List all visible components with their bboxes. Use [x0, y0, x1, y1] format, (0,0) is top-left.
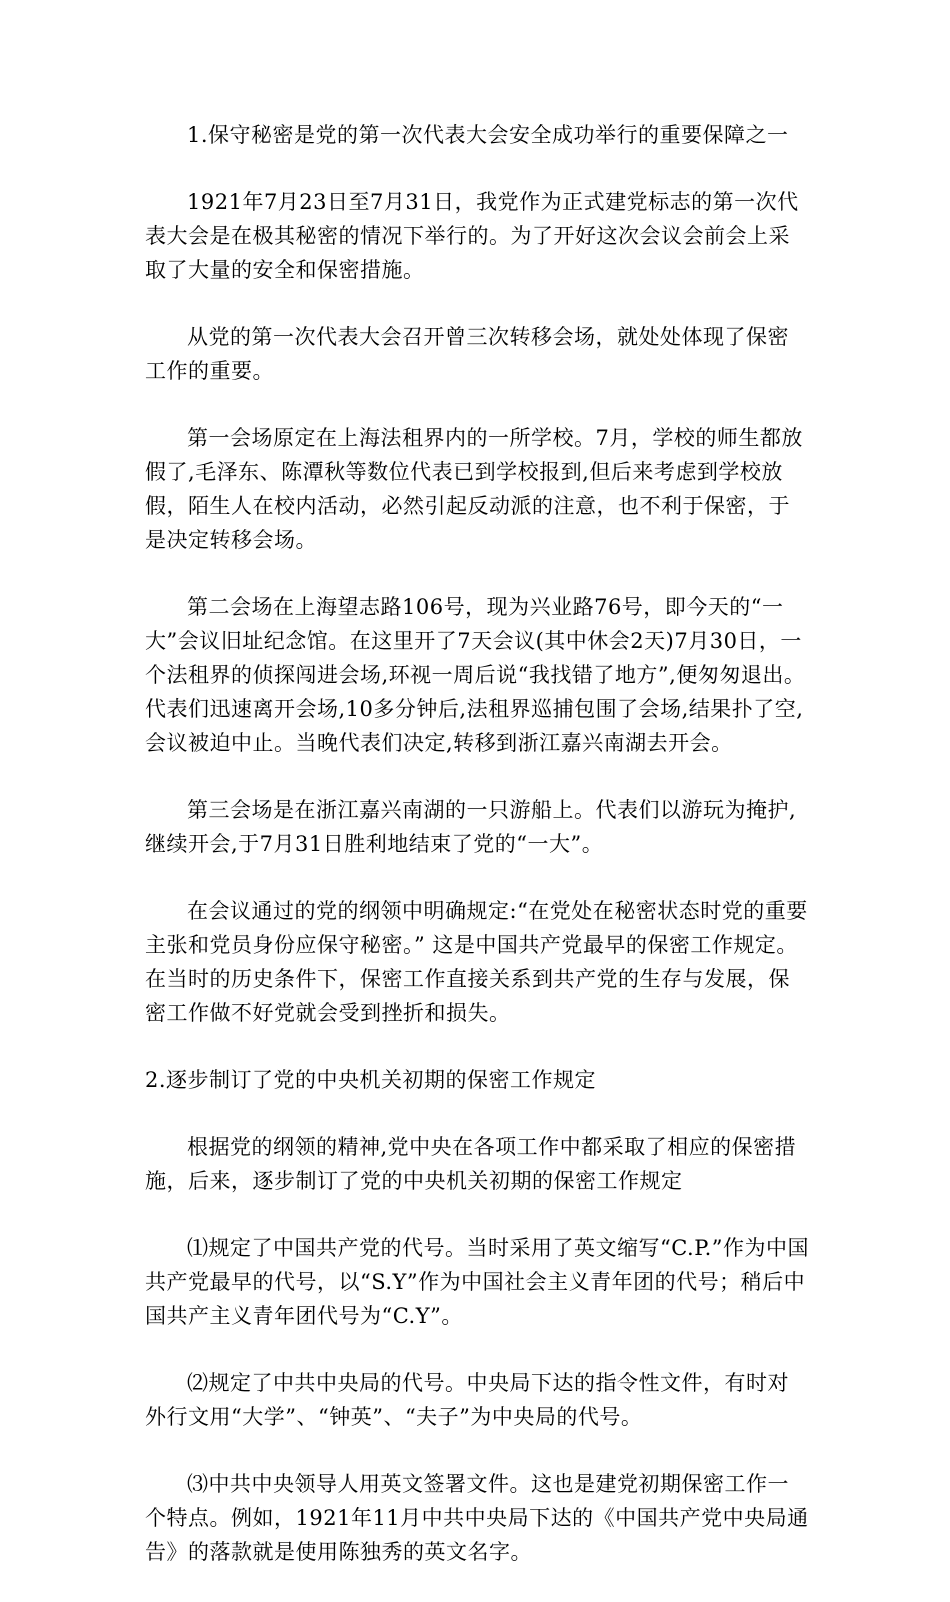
paragraph-secrecy-rules: 根据党的纲领的精神,党中央在各项工作中都采取了相应的保密措施，后来，逐步制订了党的中央机关初期的保密工作规定 [145, 1135, 797, 1193]
paragraph-first-venue: 第一会场原定在上海法租界内的一所学校。7月，学校的师生都放假了,毛泽东、陈潭秋等数位代表已到学校报到,但后来考虑到学校放假，陌生人在校内活动，必然引起反动派的注意，也不利于保密，于是决定转移会场。 [145, 426, 803, 552]
section-heading-2: 2.逐步制订了党的中央机关初期的保密工作规定 [145, 1068, 597, 1092]
list-item-bureau-codename: ⑵规定了中共中央局的代号。中央局下达的指令性文件，有时对外行文用“大学”、“钟英”、“夫子”为中央局的代号。 [145, 1371, 789, 1429]
paragraph-third-venue: 第三会场是在浙江嘉兴南湖的一只游船上。代表们以游玩为掩护,继续开会,于7月31日胜利地结束了党的“一大”。 [145, 798, 797, 856]
paragraph-second-venue: 第二会场在上海望志路106号，现为兴业路76号，即今天的“一大”会议旧址纪念馆。在这里开了7天会议(其中休会2天)7月30日，一个法租界的侦探闯进会场,环视一周后说“我找错了地方”,便匆匆退出。代表们迅速离开会场,10多分钟后,法租界巡捕包围了会场,结果扑了空,会议被迫中止。当晚代表们决定,转移到浙江嘉兴南湖去开会。 [145, 595, 806, 755]
document-body [145, 118, 810, 1602]
list-item-party-codename: ⑴规定了中国共产党的代号。当时采用了英文缩写“C.P.”作为中国共产党最早的代号，以“S.Y”作为中国社会主义青年团的代号；稍后中国共产主义青年团代号为“C.Y”。 [145, 1236, 810, 1328]
list-item-english-signature: ⑶中共中央领导人用英文签署文件。这也是建党初期保密工作一个特点。例如，1921年11月中共中央局下达的《中国共产党中央局通告》的落款就是使用陈独秀的英文名字。 [145, 1472, 809, 1564]
section-heading-1: 1.保守秘密是党的第一次代表大会安全成功举行的重要保障之一 [187, 123, 789, 147]
paragraph-party-program: 在会议通过的党的纲领中明确规定:“在党处在秘密状态时党的重要主张和党员身份应保守秘密。” 这是中国共产党最早的保密工作规定。在当时的历史条件下，保密工作直接关系到共产党的生存与发展，保密工作做不好党就会受到挫折和损失。 [145, 899, 808, 1025]
paragraph-three-venues: 从党的第一次代表大会召开曾三次转移会场，就处处体现了保密工作的重要。 [145, 325, 789, 383]
paragraph-founding-meeting: 1921年7月23日至7月31日，我党作为正式建党标志的第一次代表大会是在极其秘密的情况下举行的。为了开好这次会议会前会上采取了大量的安全和保密措施。 [145, 190, 799, 282]
